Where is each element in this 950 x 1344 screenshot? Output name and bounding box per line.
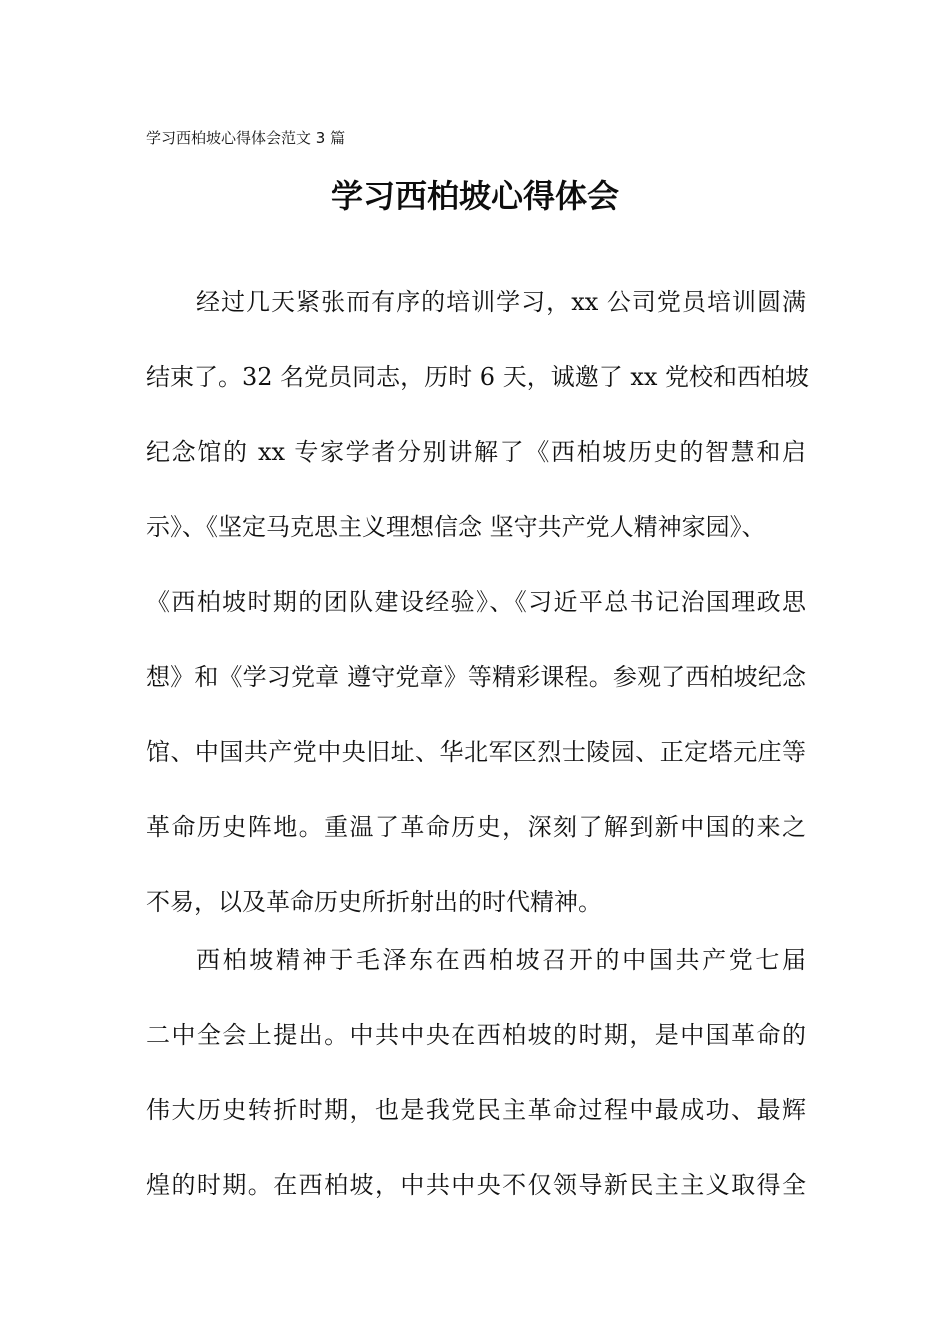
paragraph-line: 伟大历史转折时期，也是我党民主革命过程中最成功、最辉 — [146, 1096, 806, 1124]
paragraph-line: 纪念馆的 xx 专家学者分别讲解了《西柏坡历史的智慧和启 — [146, 438, 806, 466]
paragraph-line: 经过几天紧张而有序的培训学习，xx 公司党员培训圆满 — [196, 288, 806, 316]
document-header: 学习西柏坡心得体会范文 3 篇 — [146, 129, 346, 147]
paragraph-line: 《西柏坡时期的团队建设经验》、《习近平总书记治国理政思 — [146, 588, 806, 616]
document-title: 学习西柏坡心得体会 — [330, 177, 619, 215]
paragraph-line: 结束了。32 名党员同志，历时 6 天，诚邀了 xx 党校和西柏坡 — [146, 363, 810, 391]
paragraph-line: 二中全会上提出。中共中央在西柏坡的时期，是中国革命的 — [146, 1021, 806, 1049]
paragraph-line: 西柏坡精神于毛泽东在西柏坡召开的中国共产党七届 — [196, 946, 806, 974]
paragraph-line: 煌的时期。在西柏坡，中共中央不仅领导新民主主义取得全 — [146, 1171, 806, 1199]
paragraph-line: 想》和《学习党章 遵守党章》等精彩课程。参观了西柏坡纪念 — [146, 663, 806, 691]
paragraph-line: 不易，以及革命历史所折射出的时代精神。 — [146, 888, 602, 916]
paragraph-line: 馆、中国共产党中央旧址、华北军区烈士陵园、正定塔元庄等 — [146, 738, 806, 766]
paragraph-line: 革命历史阵地。重温了革命历史，深刻了解到新中国的来之 — [146, 813, 806, 841]
paragraph-line: 示》、《坚定马克思主义理想信念 坚守共产党人精神家园》、 — [146, 513, 766, 541]
